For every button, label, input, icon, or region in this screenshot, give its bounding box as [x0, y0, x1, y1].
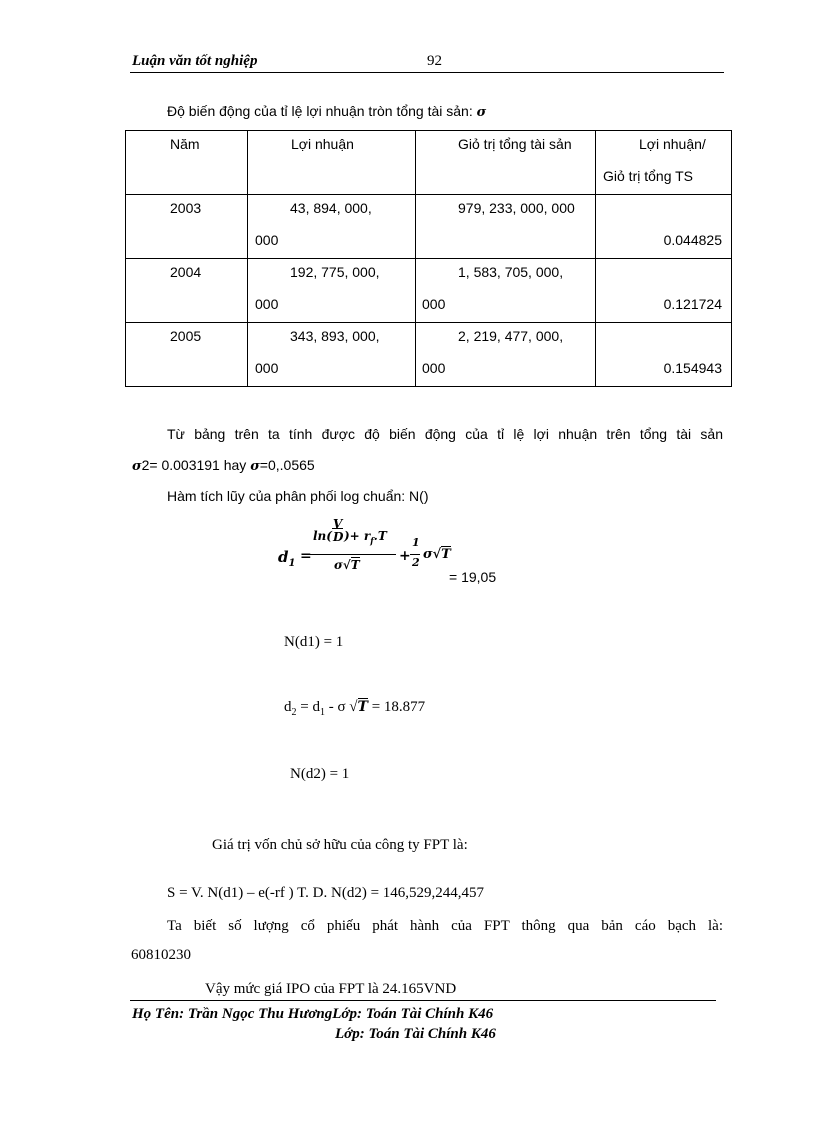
ln-close: )	[343, 529, 350, 543]
row-year: 2003	[170, 200, 202, 216]
row-year: 2004	[170, 264, 202, 280]
header-ratio-1: Lợi nhuận/	[639, 136, 706, 152]
d1-result: = 19,05	[449, 569, 497, 585]
profit-table	[125, 130, 732, 387]
sigma-squared: 2= 0.003191 hay	[141, 457, 247, 473]
paragraph-4: Ta biết số lượng cổ phiếu phát hành của FPT thông qua bản cáo bạch là:	[167, 918, 723, 934]
header-ratio-2: Giỏ trị tổng TS	[603, 168, 694, 184]
nd2-line: N(d2) = 1	[290, 766, 350, 782]
d1-formula	[276, 518, 466, 588]
footer-divider	[130, 1000, 716, 1001]
table-header-row	[126, 131, 732, 195]
header-title: Luận văn tốt nghiệp	[132, 53, 258, 69]
row-profit-b: 000	[255, 360, 279, 376]
d2-symbol: d	[284, 699, 292, 715]
d2-result: = 18.877	[367, 699, 426, 715]
intro-text: Độ biến động của tỉ lệ lợi nhuận tròn tổng tài sản:	[167, 103, 473, 119]
sigma-symbol: σ	[334, 558, 343, 572]
sigma-symbol: σ	[476, 105, 487, 120]
paragraph-2: Hàm tích lũy của phân phối log chuẩn: N()	[167, 488, 429, 504]
header-year: Năm	[170, 136, 200, 152]
half-denominator: 2	[412, 556, 420, 569]
footer-line-2: Lớp: Toán Tài Chính K46	[335, 1026, 496, 1042]
sigma-symbol: σ	[423, 547, 433, 562]
header-profit: Lợi nhuận	[291, 136, 354, 152]
dot-t: .T	[373, 529, 387, 543]
intro-line	[167, 103, 486, 120]
row-year: 2005	[170, 328, 202, 344]
sigma-root-t: σ√T	[423, 547, 451, 562]
row-assets-a: 979, 233, 000, 000	[458, 200, 575, 216]
sigma-line	[132, 457, 315, 474]
table-row	[126, 195, 732, 259]
v-symbol: V	[332, 517, 343, 531]
row-profit-a: 343, 893, 000,	[290, 328, 380, 344]
table-row	[126, 259, 732, 323]
t-symbol: T	[357, 699, 368, 715]
row-assets-b: 000	[422, 360, 446, 376]
row-profit-a: 192, 775, 000,	[290, 264, 380, 280]
row-assets-a: 1, 583, 705, 000,	[458, 264, 564, 280]
equity-equation: S = V. N(d1) – e(-rf ) T. D. N(d2) = 146,529,244,457	[167, 885, 485, 901]
half-numerator: 1	[412, 536, 420, 549]
header-total-assets: Giỏ trị tổng tài sản	[458, 136, 572, 152]
d1-fraction-bar	[310, 554, 396, 555]
row-ratio: 0.121724	[663, 296, 722, 312]
d1-denominator: σ√T	[334, 558, 360, 572]
sigma-value: =0,.0565	[259, 457, 315, 473]
row-assets-b: 000	[422, 296, 446, 312]
nd1-line: N(d1) = 1	[284, 634, 344, 650]
d2-line: $d_2 = d_1 - \sigma$ √T = 18.877	[284, 699, 426, 718]
footer-line-1: Họ Tên: Trần Ngọc Thu HươngLớp: Toán Tài Chính K46	[132, 1006, 494, 1022]
row-assets-a: 2, 219, 477, 000,	[458, 328, 564, 344]
header-divider	[130, 72, 724, 73]
d1-numerator	[313, 517, 387, 546]
share-count: 60810230	[131, 947, 191, 963]
sigma-symbol: σ	[250, 459, 260, 474]
d2-minus: - σ √	[324, 699, 358, 715]
sigma-symbol: σ	[132, 459, 142, 474]
t-symbol: T	[350, 558, 360, 572]
d-symbol: D	[332, 530, 344, 544]
plus-rf: + r	[349, 529, 371, 543]
row-profit-b: 000	[255, 232, 279, 248]
t-symbol: T	[441, 547, 451, 562]
row-ratio: 0.154943	[663, 360, 722, 376]
d1-symbol: d	[278, 548, 289, 566]
f-subscript: f	[370, 535, 374, 546]
d2-eq: = d	[296, 699, 320, 715]
ln-text: ln(	[313, 529, 332, 543]
row-profit-b: 000	[255, 296, 279, 312]
d1-subscript: 1	[288, 558, 296, 569]
row-ratio: 0.044825	[663, 232, 722, 248]
row-profit-a: 43, 894, 000,	[290, 200, 372, 216]
page-number: 92	[427, 53, 442, 69]
table-row	[126, 323, 732, 387]
half-bar	[410, 554, 420, 555]
d1-equals: =	[300, 548, 312, 564]
paragraph-1: Từ bảng trên ta tính được độ biến động của tỉ lệ lợi nhuận trên tổng tài sản	[167, 426, 723, 442]
paragraph-5: Vậy mức giá IPO của FPT là 24.165VND	[205, 981, 457, 997]
plus-sign: +	[399, 548, 411, 564]
paragraph-3: Giá trị vốn chủ sở hữu của công ty FPT là:	[212, 837, 468, 853]
